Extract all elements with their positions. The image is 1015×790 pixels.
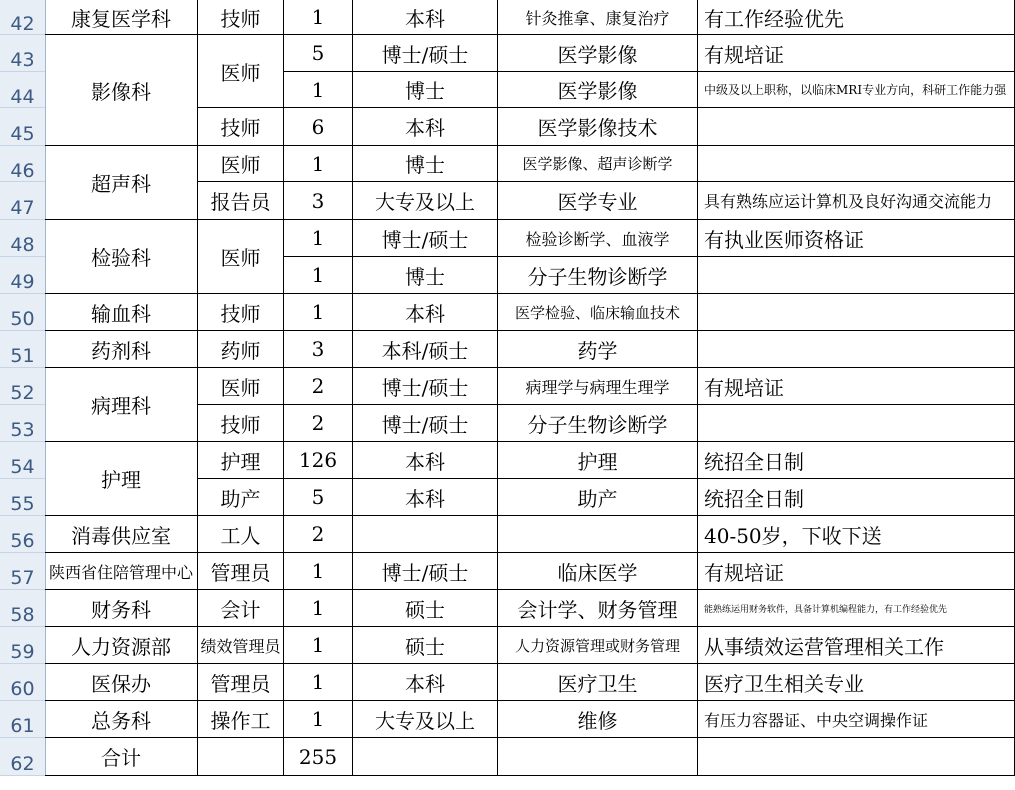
cell-count[interactable]: 1 bbox=[284, 553, 353, 590]
cell-note[interactable] bbox=[698, 331, 1015, 368]
cell-note[interactable]: 有规培证 bbox=[698, 368, 1015, 405]
cell-post[interactable]: 助产 bbox=[198, 479, 284, 516]
row-number[interactable]: 50 bbox=[0, 294, 45, 331]
cell-edu[interactable]: 本科 bbox=[353, 294, 498, 331]
cell-count[interactable]: 1 bbox=[284, 294, 353, 331]
cell-major[interactable]: 医学影像 bbox=[498, 72, 698, 108]
cell-count[interactable]: 3 bbox=[284, 331, 353, 368]
cell-count[interactable]: 2 bbox=[284, 516, 353, 553]
row-number[interactable]: 52 bbox=[0, 368, 45, 405]
cell-edu[interactable]: 博士 bbox=[353, 257, 498, 294]
cell-edu[interactable]: 本科 bbox=[353, 664, 498, 701]
cell-dept[interactable]: 超声科 bbox=[45, 146, 198, 220]
row-number[interactable]: 55 bbox=[0, 479, 45, 516]
cell-dept[interactable]: 消毒供应室 bbox=[45, 516, 198, 553]
cell-count[interactable]: 255 bbox=[284, 738, 353, 776]
cell-count[interactable]: 5 bbox=[284, 35, 353, 72]
cell-major[interactable]: 护理 bbox=[498, 442, 698, 479]
cell-edu[interactable]: 本科 bbox=[353, 479, 498, 516]
cell-major[interactable]: 助产 bbox=[498, 479, 698, 516]
cell-dept[interactable]: 总务科 bbox=[45, 701, 198, 738]
row-number[interactable]: 49 bbox=[0, 257, 45, 294]
cell-edu[interactable]: 本科/硕士 bbox=[353, 331, 498, 368]
row-number[interactable]: 60 bbox=[0, 664, 45, 701]
cell-edu[interactable]: 大专及以上 bbox=[353, 182, 498, 220]
cell-major[interactable]: 人力资源管理或财务管理 bbox=[498, 627, 698, 664]
cell-count[interactable]: 1 bbox=[284, 664, 353, 701]
row-number[interactable]: 45 bbox=[0, 108, 45, 146]
cell-note[interactable]: 有规培证 bbox=[698, 35, 1015, 72]
row-header-column bbox=[0, 0, 46, 776]
row-number[interactable]: 48 bbox=[0, 220, 45, 257]
cell-count[interactable]: 1 bbox=[284, 146, 353, 182]
row-number[interactable]: 44 bbox=[0, 72, 45, 108]
cell-note[interactable]: 统招全日制 bbox=[698, 479, 1015, 516]
cell-post[interactable]: 医师 bbox=[198, 368, 284, 405]
cell-post[interactable]: 技师 bbox=[198, 294, 284, 331]
cell-major[interactable]: 医疗卫生 bbox=[498, 664, 698, 701]
cell-edu[interactable]: 博士 bbox=[353, 146, 498, 182]
cell-note[interactable]: 能熟练运用财务软件，具备计算机编程能力，有工作经验优先 bbox=[698, 590, 1015, 627]
row-number[interactable]: 47 bbox=[0, 182, 45, 220]
cell-note[interactable]: 有工作经验优先 bbox=[698, 0, 1015, 35]
cell-count[interactable]: 2 bbox=[284, 368, 353, 405]
cell-major[interactable]: 医学影像、超声诊断学 bbox=[498, 146, 698, 182]
cell-note[interactable] bbox=[698, 108, 1015, 146]
cell-post[interactable]: 管理员 bbox=[198, 553, 284, 590]
row-number[interactable]: 62 bbox=[0, 738, 45, 776]
row-number[interactable]: 53 bbox=[0, 405, 45, 442]
cell-dept[interactable]: 病理科 bbox=[45, 368, 198, 442]
cell-post[interactable]: 工人 bbox=[198, 516, 284, 553]
cell-edu[interactable]: 博士/硕士 bbox=[353, 405, 498, 442]
cell-note[interactable] bbox=[698, 257, 1015, 294]
cell-major[interactable]: 会计学、财务管理 bbox=[498, 590, 698, 627]
cell-major[interactable] bbox=[498, 516, 698, 553]
row-number[interactable]: 54 bbox=[0, 442, 45, 479]
cell-count[interactable]: 1 bbox=[284, 627, 353, 664]
cell-dept[interactable]: 康复医学科 bbox=[45, 0, 198, 35]
row-number[interactable]: 58 bbox=[0, 590, 45, 627]
row-number[interactable]: 61 bbox=[0, 701, 45, 738]
cell-post[interactable]: 绩效管理员 bbox=[198, 627, 284, 664]
cell-note[interactable]: 统招全日制 bbox=[698, 442, 1015, 479]
cell-count[interactable]: 1 bbox=[284, 590, 353, 627]
cell-post[interactable]: 会计 bbox=[198, 590, 284, 627]
cell-note[interactable]: 从事绩效运营管理相关工作 bbox=[698, 627, 1015, 664]
cell-note[interactable]: 有执业医师资格证 bbox=[698, 220, 1015, 257]
cell-post[interactable]: 管理员 bbox=[198, 664, 284, 701]
cell-note[interactable]: 医疗卫生相关专业 bbox=[698, 664, 1015, 701]
cell-dept[interactable]: 药剂科 bbox=[45, 331, 198, 368]
cell-major[interactable]: 医学检验、临床输血技术 bbox=[498, 294, 698, 331]
cell-edu[interactable]: 博士 bbox=[353, 72, 498, 108]
cell-edu[interactable] bbox=[353, 738, 498, 776]
cell-count[interactable]: 126 bbox=[284, 442, 353, 479]
cell-post[interactable]: 技师 bbox=[198, 108, 284, 146]
cell-post[interactable]: 操作工 bbox=[198, 701, 284, 738]
row-number[interactable]: 43 bbox=[0, 35, 45, 72]
cell-post[interactable]: 技师 bbox=[198, 405, 284, 442]
cell-major[interactable]: 分子生物诊断学 bbox=[498, 257, 698, 294]
cell-major[interactable]: 医学影像技术 bbox=[498, 108, 698, 146]
cell-count[interactable]: 1 bbox=[284, 72, 353, 108]
cell-major[interactable]: 检验诊断学、血液学 bbox=[498, 220, 698, 257]
cell-dept[interactable]: 影像科 bbox=[45, 35, 198, 146]
cell-note[interactable] bbox=[698, 405, 1015, 442]
cell-count[interactable]: 1 bbox=[284, 701, 353, 738]
cell-post[interactable]: 报告员 bbox=[198, 182, 284, 220]
cell-note[interactable]: 具有熟练应运计算机及良好沟通交流能力 bbox=[698, 182, 1015, 220]
cell-edu[interactable]: 本科 bbox=[353, 0, 498, 35]
cell-edu[interactable]: 博士/硕士 bbox=[353, 553, 498, 590]
cell-dept[interactable]: 输血科 bbox=[45, 294, 198, 331]
cell-dept[interactable]: 人力资源部 bbox=[45, 627, 198, 664]
row-number[interactable]: 51 bbox=[0, 331, 45, 368]
cell-major[interactable]: 医学专业 bbox=[498, 182, 698, 220]
row-number[interactable]: 59 bbox=[0, 627, 45, 664]
cell-dept[interactable]: 护理 bbox=[45, 442, 198, 516]
cell-major[interactable]: 药学 bbox=[498, 331, 698, 368]
cell-edu[interactable]: 博士/硕士 bbox=[353, 35, 498, 72]
cell-dept[interactable]: 医保办 bbox=[45, 664, 198, 701]
cell-post[interactable] bbox=[198, 738, 284, 776]
cell-post[interactable]: 医师 bbox=[198, 220, 284, 294]
cell-note[interactable]: 有规培证 bbox=[698, 553, 1015, 590]
cell-post[interactable]: 护理 bbox=[198, 442, 284, 479]
cell-edu[interactable]: 本科 bbox=[353, 108, 498, 146]
cell-count[interactable]: 6 bbox=[284, 108, 353, 146]
cell-dept[interactable]: 财务科 bbox=[45, 590, 198, 627]
cell-edu[interactable] bbox=[353, 516, 498, 553]
cell-major[interactable]: 针灸推拿、康复治疗 bbox=[498, 0, 698, 35]
cell-edu[interactable]: 大专及以上 bbox=[353, 701, 498, 738]
cell-note[interactable]: 中级及以上职称，以临床MRI专业方向，科研工作能力强 bbox=[698, 72, 1015, 108]
cell-dept[interactable]: 检验科 bbox=[45, 220, 198, 294]
cell-major[interactable]: 医学影像 bbox=[498, 35, 698, 72]
cell-major[interactable]: 维修 bbox=[498, 701, 698, 738]
cell-major[interactable]: 分子生物诊断学 bbox=[498, 405, 698, 442]
cell-note[interactable] bbox=[698, 146, 1015, 182]
row-number[interactable]: 57 bbox=[0, 553, 45, 590]
cell-edu[interactable]: 硕士 bbox=[353, 590, 498, 627]
row-number[interactable]: 42 bbox=[0, 0, 45, 35]
cell-dept[interactable]: 陕西省住陪管理中心 bbox=[45, 553, 198, 590]
cell-edu[interactable]: 本科 bbox=[353, 442, 498, 479]
cell-count[interactable]: 1 bbox=[284, 257, 353, 294]
spreadsheet-table bbox=[45, 0, 1015, 776]
cell-edu[interactable]: 硕士 bbox=[353, 627, 498, 664]
cell-edu[interactable]: 博士/硕士 bbox=[353, 220, 498, 257]
cell-edu[interactable]: 博士/硕士 bbox=[353, 368, 498, 405]
cell-major[interactable]: 临床医学 bbox=[498, 553, 698, 590]
cell-note[interactable]: 有压力容器证、中央空调操作证 bbox=[698, 701, 1015, 738]
cell-count[interactable]: 3 bbox=[284, 182, 353, 220]
cell-note[interactable] bbox=[698, 738, 1015, 776]
cell-dept[interactable]: 合计 bbox=[45, 738, 198, 776]
row-number[interactable]: 56 bbox=[0, 516, 45, 553]
cell-post[interactable]: 医师 bbox=[198, 35, 284, 108]
row-number[interactable]: 46 bbox=[0, 146, 45, 182]
cell-post[interactable]: 药师 bbox=[198, 331, 284, 368]
cell-count[interactable]: 1 bbox=[284, 0, 353, 35]
cell-note[interactable] bbox=[698, 294, 1015, 331]
cell-post[interactable]: 医师 bbox=[198, 146, 284, 182]
cell-major[interactable]: 病理学与病理生理学 bbox=[498, 368, 698, 405]
cell-count[interactable]: 1 bbox=[284, 220, 353, 257]
cell-post[interactable]: 技师 bbox=[198, 0, 284, 35]
cell-count[interactable]: 5 bbox=[284, 479, 353, 516]
cell-major[interactable] bbox=[498, 738, 698, 776]
cell-note[interactable]: 40-50岁，下收下送 bbox=[698, 516, 1015, 553]
cell-count[interactable]: 2 bbox=[284, 405, 353, 442]
